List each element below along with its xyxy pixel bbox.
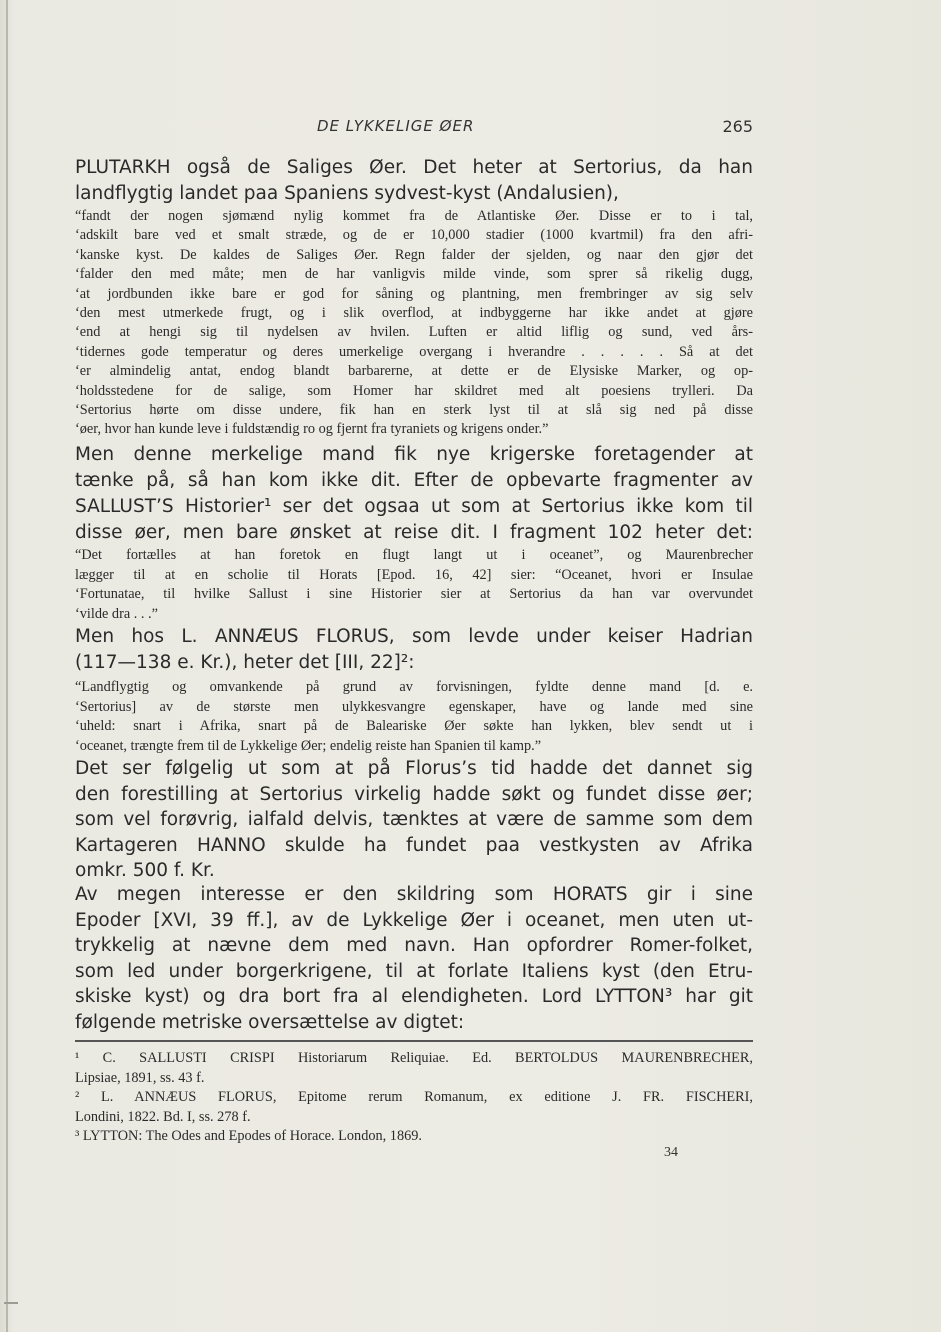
running-title: DE LYKKELIGE ØER <box>317 117 475 135</box>
text-line: omkr. 500 f. Kr. <box>75 860 215 882</box>
footnote-line: ¹ C. SALLUSTI CRISPI Historiarum Reliquiae. Ed. BERTOLDUS MAURENBRECHER, <box>75 1050 753 1066</box>
quote-line: ‘den mest utmerkede frugt, og i slik overflod, at indbyggerne har ikke andet at gjøre <box>75 305 753 322</box>
signature-mark: 34 <box>664 1145 678 1160</box>
quote-line: ‘Sertorius hørte om disse undere, fik han en sterk lyst til at slå sig ned på disse <box>75 402 753 419</box>
quote-line: ‘tidernes gode temperatur og deres umerkelige overgang i hverandre . . . . . Så at det <box>75 343 753 360</box>
footnote-line: Londini, 1822. Bd. I, ss. 278 f. <box>75 1108 251 1125</box>
quote-line: ‘adskilt bare ved et smalt stræde, og de er 10,000 stadier (1000 kvartmil) fra den afri- <box>75 227 753 244</box>
quote-line: ‘end at hengi sig til nydelsen av hvilen. Luften er altid liflig og sund, ved års- <box>75 324 753 341</box>
text-line: Men denne merkelige mand fik nye krigerske foretagender at <box>75 444 753 465</box>
binding-edge <box>6 0 8 1332</box>
edge-mark <box>4 1302 18 1304</box>
text-line: tænke på, så han kom ikke dit. Efter de opbevarte fragmenter av <box>75 470 753 491</box>
text-line: trykkelig at nævne dem med navn. Han opfordrer Romer-folket, <box>75 935 753 957</box>
footnote-line: Lipsiae, 1891, ss. 43 f. <box>75 1069 205 1086</box>
footnote-rule <box>75 1040 753 1043</box>
quote-line: ‘vilde dra . . .” <box>75 605 158 622</box>
footnote-line: ³ LYTTON: The Odes and Epodes of Horace. London, 1869. <box>75 1128 422 1144</box>
quote-line: ‘øer, hvor han kunde leve i fuldstændig ro og fjernt fra tyraniets og krigens onder.” <box>75 421 549 438</box>
text-line: den forestilling at Sertorius virkelig hadde søkt og fundet disse øer; <box>75 783 753 805</box>
paragraph-florus <box>75 624 753 676</box>
quote-line: lægger til at en scholie til Horats [Epod. 16, 42] sier: “Oceanet, hvori er Insulae <box>75 566 753 583</box>
text-line: SALLUST’S Historier¹ ser det ogsaa ut som at Sertorius ikke kom til <box>75 496 753 517</box>
quote-line: ‘er almindelig antat, endog blandt barbarerne, at dette er de Elysiske Marker, og op- <box>75 363 753 380</box>
text-line: Kartageren HANNO skulde ha fundet paa vestkysten av Afrika <box>75 834 753 856</box>
paragraph-horats <box>75 882 753 1036</box>
text-line: disse øer, men bare ønsket at reise dit. I fragment 102 heter det: <box>75 522 753 543</box>
quote-line: ‘at jordbunden ikke bare er god for såning og plantning, men frembringer av sig selv <box>75 285 753 302</box>
quote-line: ‘falder den med måte; men de har vanligvis milde vinde, som sprer så rikelig dugg, <box>75 266 753 283</box>
page-number: 265 <box>722 117 753 136</box>
text-line: Det ser følgelig ut som at på Florus’s tid hadde det dannet sig <box>75 758 753 779</box>
text-line: landflygtig landet paa Spaniens sydvest-kyst (Andalusien), <box>75 182 619 204</box>
paragraph-florus-conclusion <box>75 756 753 884</box>
quote-line: ‘kanske kyst. De kaldes de Saliges Øer. Regn falder der sjelden, og naar den gjør det <box>75 246 753 263</box>
quote-line: “Landflygtig og omvankende på grund av forvisningen, fyldte denne mand [d. e. <box>75 679 753 695</box>
quote-plutarkh <box>75 207 753 440</box>
quote-line: ‘Fortunatae, til hvilke Sallust i sine Historier sier at Sertorius da han var overvundet <box>75 586 753 602</box>
text-line: Epoder [XVI, 39 ff.], av de Lykkelige Øer i oceanet, men uten ut- <box>75 909 753 931</box>
quote-line: ‘Sertorius] av de største men ulykkesvangre egenskaper, have og lande med sine <box>75 698 753 715</box>
quote-florus <box>75 678 753 756</box>
quote-line: “fandt der nogen sjømænd nylig kommet fra de Atlantiske Øer. Disse er to i tal, <box>75 208 753 224</box>
quote-line: ‘holdsstedene for de salige, som Homer har skildret med alt poesiens trylleri. Da <box>75 382 753 399</box>
text-line: Men hos L. ANNÆUS FLORUS, som levde under keiser Hadrian <box>75 626 753 647</box>
quote-line: ‘uheld: snart i Afrika, snart på de Baleariske Øer søkte han lykken, blev sendt ut i <box>75 718 753 734</box>
text-line: følgende metriske oversættelse av digtet: <box>75 1011 465 1033</box>
paragraph-sallust <box>75 442 753 546</box>
text-line: PLUTARKH også de Saliges Øer. Det heter at Sertorius, da han <box>75 157 753 178</box>
running-header <box>75 117 753 139</box>
text-line: som vel forøvrig, ialfald delvis, tænktes at være de samme som dem <box>75 809 753 831</box>
text-line: Av megen interesse er den skildring som HORATS gir i sine <box>75 884 753 905</box>
paragraph-plutarkh <box>75 155 753 206</box>
text-line: (117—138 e. Kr.), heter det [III, 22]²: <box>75 652 415 673</box>
quote-line: ‘oceanet, trængte frem til de Lykkelige Øer; endelig reiste han Spanien til kamp.” <box>75 737 542 754</box>
quote-sallust <box>75 546 753 624</box>
footnotes <box>75 1049 753 1147</box>
text-line: skiske kyst) og dra bort fra al elendigheten. Lord LYTTON³ har git <box>75 986 753 1008</box>
quote-line: “Det fortælles at han foretok en flugt langt ut i oceanet”, og Maurenbrecher <box>75 547 753 563</box>
text-line: som led under borgerkrigene, til at forlate Italiens kyst (den Etru- <box>75 960 753 982</box>
footnote-line: ² L. ANNÆUS FLORUS, Epitome rerum Romanum, ex editione J. FR. FISCHERI, <box>75 1089 753 1105</box>
